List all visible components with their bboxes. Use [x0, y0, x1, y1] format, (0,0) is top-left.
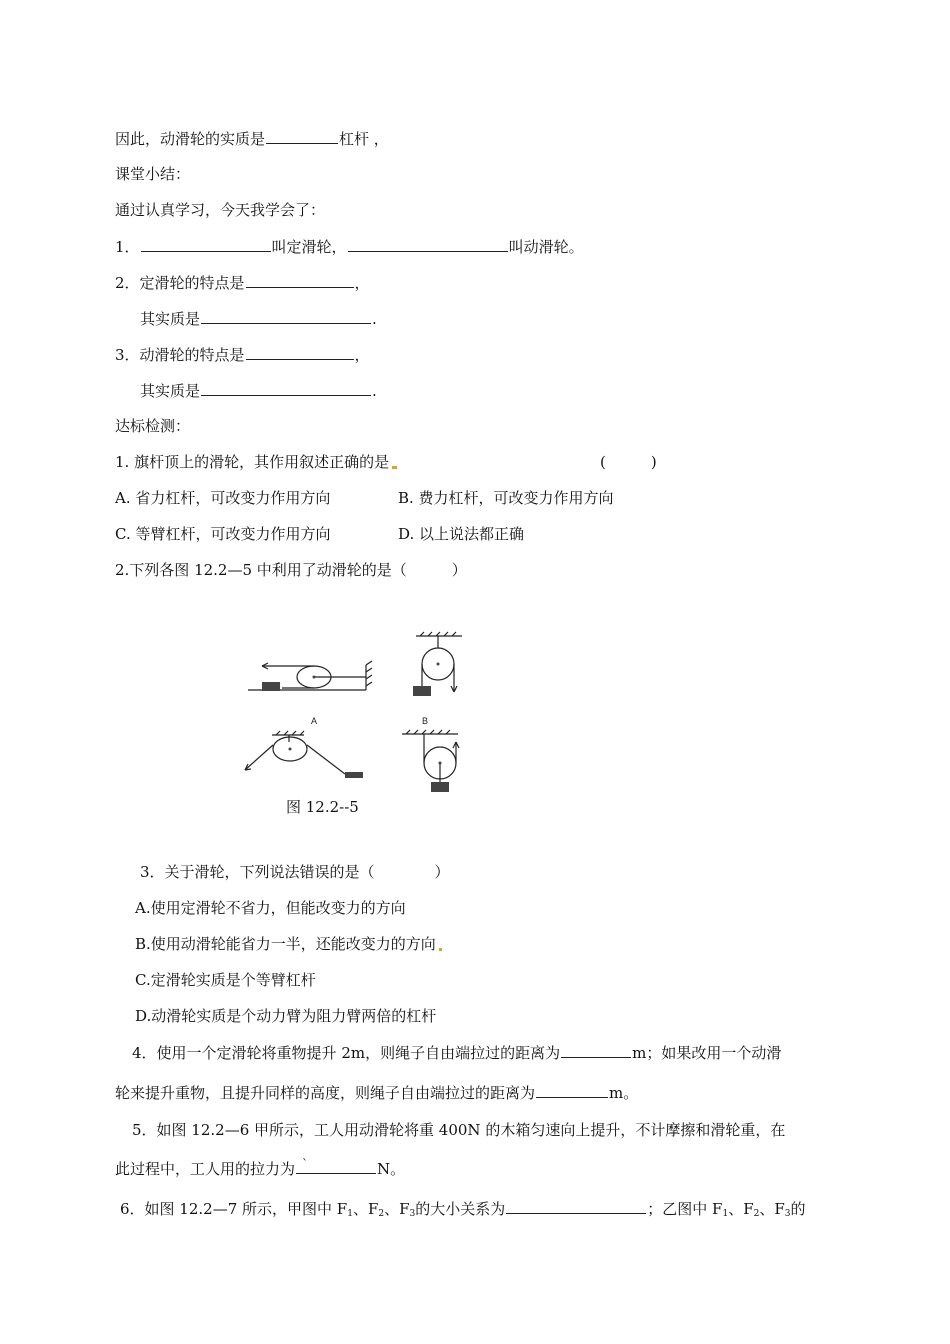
pulley-axle	[313, 676, 316, 679]
pulley-axle	[289, 748, 292, 751]
q2-stem: 2.下列各图 12.2—5 中利用了动滑轮的是（ ）	[115, 561, 467, 579]
rope-line	[245, 745, 273, 770]
weight-block	[345, 772, 363, 778]
q3-stem: 3．关于滑轮，下列说法错误的是（ ）	[140, 863, 450, 881]
answer-blank[interactable]	[246, 344, 354, 360]
q1-option-d[interactable]: D. 以上说法都正确	[398, 525, 525, 543]
summary-item-1: 1． 叫定滑轮， 叫动滑轮。	[115, 238, 584, 256]
q1-stem: 1. 旗杆顶上的滑轮，其作用叙述正确的是	[115, 452, 397, 472]
summary-intro: 通过认真学习，今天我学会了：	[115, 201, 326, 219]
answer-blank[interactable]	[141, 236, 271, 252]
answer-blank[interactable]	[201, 380, 371, 396]
pulley-axle	[439, 762, 442, 765]
q3-option-a[interactable]: A.使用定滑轮不省力，但能改变力的方向	[135, 899, 406, 917]
q1-option-b[interactable]: B. 费力杠杆，可改变力作用方向	[398, 489, 614, 507]
weight-block	[413, 686, 431, 696]
q5-line-2: 此过程中，工人用的拉力为 ` N。	[115, 1157, 406, 1178]
line-dynamic-pulley-essence: 因此，动滑轮的实质是 杠杆 ，	[115, 130, 389, 148]
summary-item-2: 2．定滑轮的特点是 ，	[115, 274, 370, 292]
q1-answer-paren: ( )	[600, 453, 657, 471]
wall-hatch	[366, 661, 372, 686]
test-title: 达标检测：	[115, 417, 191, 435]
pulley-axle	[437, 663, 440, 666]
answer-blank[interactable]	[561, 1042, 631, 1058]
summary-item-3: 3．动滑轮的特点是 ，	[115, 346, 370, 364]
answer-blank[interactable]	[506, 1198, 646, 1214]
answer-blank[interactable]	[201, 308, 371, 324]
q4-line-2: 轮来提升重物，且提升同样的高度，则绳子自由端拉过的距离为 m。	[115, 1084, 639, 1102]
answer-blank[interactable]: `	[296, 1158, 376, 1174]
pulley-figure	[240, 628, 480, 828]
summary-title: 课堂小结：	[115, 165, 191, 183]
weight-block	[262, 682, 280, 691]
summary-item-3-essence: 其实质是 .	[140, 382, 377, 400]
q1-option-c[interactable]: C. 等臂杠杆，可改变力作用方向	[115, 525, 331, 543]
highlight-mark	[439, 948, 442, 951]
highlight-mark	[392, 466, 397, 469]
figure-caption: 图 12.2--5	[286, 798, 359, 816]
answer-blank[interactable]	[246, 272, 354, 288]
q3-option-d[interactable]: D.动滑轮实质是个动力臂为阻力臂两倍的杠杆	[135, 1007, 437, 1025]
answer-blank[interactable]	[266, 128, 338, 144]
summary-item-2-essence: 其实质是 .	[140, 310, 377, 328]
figure-label-a: A	[311, 716, 318, 726]
q3-option-c[interactable]: C.定滑轮实质是个等臂杠杆	[135, 971, 316, 989]
q4-line-1: 4．使用一个定滑轮将重物提升 2m，则绳子自由端拉过的距离为 m；如果改用一个动滑	[132, 1044, 782, 1062]
answer-blank[interactable]	[348, 236, 508, 252]
weight-block	[431, 782, 449, 792]
rope-line	[307, 745, 345, 774]
q6-line-1: 6．如图 12.2—7 所示，甲图中 $F_1$、$F_2$、$F_3$的大小关系为 ；乙图中 $F_1$、$F_2$、$F_3$的	[120, 1200, 806, 1219]
q3-option-b[interactable]: B.使用动滑轮能省力一半，还能改变力的方向	[135, 934, 442, 954]
answer-blank[interactable]	[536, 1082, 608, 1098]
figure-label-b: B	[422, 716, 429, 726]
q5-line-1: 5．如图 12.2—6 甲所示，工人用动滑轮将重 400N 的木箱匀速向上提升，不计摩擦和滑轮重，在	[132, 1121, 786, 1139]
q1-option-a[interactable]: A. 省力杠杆，可改变力作用方向	[115, 489, 331, 507]
